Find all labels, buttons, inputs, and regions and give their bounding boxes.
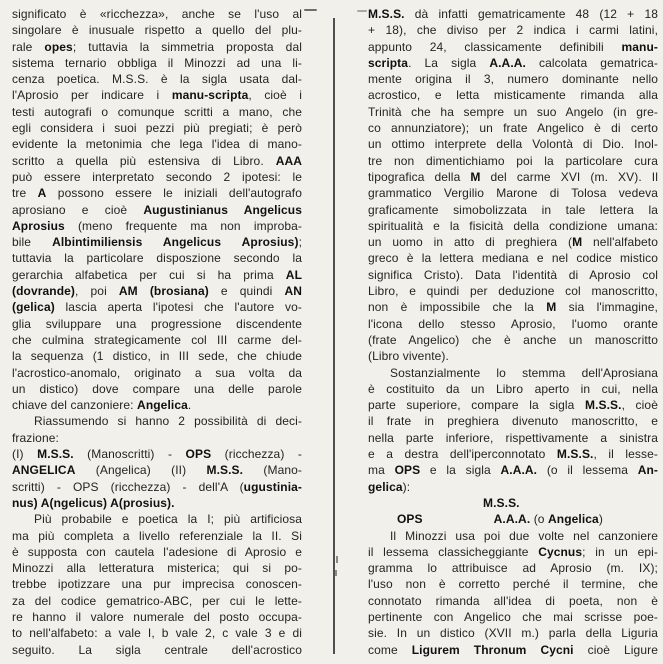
text-segment: greco è la lettera mediana e nel codice mistico <box>368 251 658 266</box>
bold-text-segment: gelica <box>368 479 403 494</box>
bold-text-segment: M <box>572 235 583 250</box>
text-line <box>12 430 302 446</box>
text-segment: egli considera i suoi pezzi più pregiati; è però <box>12 121 302 136</box>
bold-text-segment: Ligurem Thronum Cycni <box>411 642 574 657</box>
bold-text-segment: M <box>546 300 557 315</box>
text-segment: co annunziatore); un frate Angelico è di certo <box>368 121 658 136</box>
text-segment: . La sigla <box>408 55 490 70</box>
text-line <box>12 6 302 22</box>
text-line <box>12 250 302 266</box>
text-segment: possono essere le iniziali dell'autografo <box>46 186 302 201</box>
text-line <box>368 202 658 218</box>
text-line <box>368 544 658 560</box>
text-segment: e a destra dell'iperconnotato <box>368 447 557 462</box>
text-segment: pertinente con Angelico che mai scrisse poe- <box>368 609 658 624</box>
text-line <box>368 316 658 332</box>
text-line <box>12 202 302 218</box>
text-line <box>12 511 302 527</box>
text-line <box>368 560 658 576</box>
text-segment: è costituito da un Libro aperto in cui, nella <box>368 381 658 396</box>
scan-artifact-dash <box>304 9 317 11</box>
text-segment: lascia aperta l'ipotesi che l'autore vo- <box>54 300 302 315</box>
bold-text-segment: ANGELICA <box>12 463 76 478</box>
text-line <box>368 462 658 478</box>
bold-text-segment: AM (brosiana) <box>118 284 209 299</box>
bold-text-segment: M.S.S. <box>37 447 74 462</box>
text-line <box>12 218 302 234</box>
text-segment: parte superiore, compare la sigla <box>368 398 585 413</box>
text-segment: Il Minozzi usa poi due volte nel canzoniere <box>390 528 658 543</box>
text-line <box>12 136 302 152</box>
text-line <box>12 413 302 429</box>
text-segment: (Mano- <box>243 463 302 478</box>
text-segment: chiave del canzoniere: <box>12 398 138 413</box>
text-segment: (frate Angelico) che è anche un manoscritto <box>368 332 658 347</box>
text-segment: testi autografi o comunque scritti a mano, che <box>12 104 302 119</box>
text-line <box>12 185 302 201</box>
bold-text-segment: (dovrande) <box>12 284 76 299</box>
text-segment: . <box>187 398 192 413</box>
text-segment: scritto a quella più estensiva di Libro. <box>12 153 276 168</box>
bold-text-segment: M.S.S. <box>556 447 594 462</box>
text-line <box>368 39 658 55</box>
text-segment: il frate in preghiera divenuto manoscritto, e <box>368 414 658 429</box>
text-line <box>12 267 302 283</box>
text-line <box>368 511 658 527</box>
text-segment: , cioè i <box>248 88 302 103</box>
text-line <box>368 250 658 266</box>
text-line <box>368 625 658 641</box>
text-segment: calcolata gematrica- <box>525 55 658 70</box>
text-line <box>368 6 658 22</box>
text-segment: Libro, e quindi per deduzione col manoscritto, <box>368 284 658 299</box>
text-line <box>12 642 302 658</box>
text-line <box>12 495 302 511</box>
text-line <box>368 430 658 446</box>
text-segment: (Manoscritti) - <box>73 447 186 462</box>
text-line <box>368 593 658 609</box>
text-segment: to nell'alfabeto: a vale I, b vale 2, c vale 3 e di <box>12 626 302 641</box>
text-segment: connotato rimanda all'idea di poeta, non è <box>368 593 658 608</box>
text-segment: l'Aprosio per indicare i <box>12 88 172 103</box>
text-line <box>368 169 658 185</box>
text-segment: , cioè <box>621 398 658 413</box>
text-segment: mente origina il 3, numero dominante nello <box>368 72 658 87</box>
text-line <box>368 22 658 38</box>
text-line <box>12 560 302 576</box>
text-segment: sia l'immagine, <box>556 300 658 315</box>
text-line <box>368 348 658 364</box>
text-segment: Riassumendo si hanno 2 possibilità di deci- <box>34 414 302 429</box>
text-segment: Più probabile e poetica la I; più artificiosa <box>34 512 302 527</box>
text-line <box>12 234 302 250</box>
text-line <box>368 365 658 381</box>
text-segment: gerarchia alfabetica per cui si ha prima <box>12 267 286 282</box>
text-segment: graficamente simobolizzata in tale lettera la <box>368 202 658 217</box>
text-segment: un ottimo interprete della Volontà di Dio. Inol- <box>368 137 658 152</box>
text-line <box>12 39 302 55</box>
text-segment: (Angelica) (II) <box>75 463 207 478</box>
text-segment: è supposta con cautela l'adesione di Aprosio e <box>12 544 302 559</box>
text-segment: tuttavia la particolare disposzione secondo la <box>12 251 302 266</box>
text-segment: trebbe ipotizzare una pur imprecisa conoscen- <box>12 577 302 592</box>
text-segment: glia sviluppare una progressione discendente <box>12 316 302 331</box>
text-segment: non è impossibile che la <box>368 300 547 315</box>
text-segment: tipografica della <box>368 169 471 184</box>
text-segment: dà infatti gematricamente 48 (12 + 18 <box>404 7 658 21</box>
bold-text-segment: Albintimiliensis Angelicus Aprosius) <box>52 235 299 250</box>
text-line <box>12 153 302 169</box>
text-line <box>12 609 302 625</box>
text-segment: Sostanzialmente lo stemma dell'Aprosiana <box>390 365 658 380</box>
text-line <box>368 87 658 103</box>
text-segment: sie. In un distico (XVII m.) parla della Liguria <box>368 626 658 641</box>
text-line <box>12 397 302 413</box>
text-line <box>368 642 658 658</box>
text-line <box>368 495 658 511</box>
text-segment: che culmina strategicamente col III carme del- <box>12 332 302 347</box>
text-segment: Trinità che ha sempre un suo Angelo (in gre- <box>368 104 658 119</box>
bold-text-segment: AN <box>284 284 302 299</box>
text-segment: ma <box>368 463 395 478</box>
text-segment: za del codice gematrico-ABC, per cui le lette- <box>12 593 302 608</box>
text-segment: , il lesse- <box>593 447 658 462</box>
bold-text-segment: M.S.S. <box>584 398 622 413</box>
text-segment: può essere interpretato secondo 2 ipotesi: le <box>12 169 302 184</box>
text-segment: un uomo in atto di preghiera ( <box>368 235 573 250</box>
right-column <box>368 6 658 658</box>
text-line <box>12 625 302 641</box>
text-segment: del carme XVI (m. XV). Il <box>480 169 658 184</box>
bold-text-segment: OPS <box>394 463 421 478</box>
scan-artifact-tick <box>335 570 337 576</box>
text-line <box>12 169 302 185</box>
text-segment: l'uso non è corretto perché il termine, che <box>368 577 658 592</box>
text-segment: (ricchezza) - <box>211 447 302 462</box>
text-segment: evidente la metonimia che lega l'idea di mano- <box>12 137 302 152</box>
bold-text-segment: M.S.S. <box>206 463 244 478</box>
text-line <box>12 87 302 103</box>
text-line <box>12 576 302 592</box>
text-segment: grammatico Vergilio Marone di Tolosa vedeva <box>368 186 658 201</box>
text-segment: e la sigla <box>420 463 501 478</box>
text-line <box>368 153 658 169</box>
text-segment: re hanno il valore numerale del posto occupa- <box>12 609 302 624</box>
text-line <box>368 71 658 87</box>
text-segment: tre non dimentichiamo poi la particolare cura <box>368 153 658 168</box>
text-line <box>12 332 302 348</box>
text-line <box>368 120 658 136</box>
text-line <box>368 299 658 315</box>
text-line <box>368 218 658 234</box>
text-segment: rale <box>12 39 45 54</box>
text-segment: ; <box>298 235 302 250</box>
scan-artifact-tick <box>336 556 338 563</box>
bold-text-segment: nus) A(ngelicus) A(prosius). <box>12 495 175 510</box>
text-segment: ): <box>402 479 411 494</box>
text-segment: come <box>368 642 412 657</box>
text-segment: (meno frequente ma non improba- <box>64 218 302 233</box>
text-segment: + 18), che diviso per 2 indica i carmi latini, <box>368 23 658 38</box>
text-line <box>12 462 302 478</box>
bold-text-segment: M.S.S. <box>368 7 405 21</box>
text-segment: il lessema classicheggiante <box>368 544 539 559</box>
bold-text-segment: M.S.S. <box>483 495 520 510</box>
text-line <box>368 136 658 152</box>
bold-text-segment: A.A.A. <box>500 463 538 478</box>
bold-text-segment: manu- <box>621 39 658 54</box>
text-line <box>368 104 658 120</box>
text-line <box>12 348 302 364</box>
text-line <box>12 316 302 332</box>
text-segment: scritti) - OPS (ricchezza) - dell'A ( <box>12 479 244 494</box>
text-segment: appunto 24, classicamente definibili <box>368 39 622 54</box>
text-segment: gramma lo attribuisce ad Aprosio (m. IX); <box>368 561 658 576</box>
bold-text-segment: A.A.A. <box>493 512 531 527</box>
text-line <box>368 267 658 283</box>
bold-text-segment: ugustinia- <box>243 479 302 494</box>
text-line <box>12 71 302 87</box>
text-segment: bile <box>12 235 53 250</box>
text-segment: nella parte inferiore, rispettivamente a sinistra <box>368 430 658 445</box>
text-segment: l'icona dello stesso Aprosio, l'uomo orante <box>368 316 658 331</box>
text-segment: spiritualità e la fisicità della condizione umana: <box>368 218 658 233</box>
text-segment: singolare è inusuale rispetto a quello del plu- <box>12 23 302 38</box>
text-segment: ; tuttavia la simmetria proposta dal <box>72 39 302 54</box>
text-line <box>368 55 658 71</box>
bold-text-segment: Aprosius <box>12 218 65 233</box>
text-line <box>368 609 658 625</box>
text-line <box>368 576 658 592</box>
text-line <box>12 283 302 299</box>
bold-text-segment: Angelica <box>137 398 188 413</box>
scan-artifact-dash <box>357 10 367 12</box>
text-segment: significato è «ricchezza», anche se l'uso al <box>12 7 302 21</box>
text-line <box>368 413 658 429</box>
text-line <box>368 446 658 462</box>
left-column <box>12 6 302 658</box>
text-segment: tre <box>12 186 38 201</box>
text-line <box>12 593 302 609</box>
text-line <box>12 365 302 381</box>
text-segment: ; in un epi- <box>582 544 658 559</box>
text-line <box>368 381 658 397</box>
text-line <box>368 479 658 495</box>
bold-text-segment: AAA <box>275 153 302 168</box>
text-segment: un distico) dove compare una delle parole <box>12 381 302 396</box>
text-line <box>12 55 302 71</box>
bold-text-segment: scripta <box>368 55 409 70</box>
text-segment: sistema ternario obbliga il Minozzi ad una li- <box>12 55 302 70</box>
text-segment: cioè Ligure <box>573 642 658 657</box>
text-segment: seguito. La sigla centrale dell'acrostico <box>12 642 302 657</box>
text-line <box>368 234 658 250</box>
text-segment: (I) <box>12 447 38 462</box>
text-segment: , poi <box>75 284 119 299</box>
bold-text-segment: (gelica) <box>12 300 55 315</box>
text-line <box>368 185 658 201</box>
text-segment: (Libro vivente). <box>368 349 449 364</box>
text-line <box>12 544 302 560</box>
text-line <box>12 299 302 315</box>
text-line <box>368 397 658 413</box>
text-segment: l'acrostico-anomalo, originato a sua volta da <box>12 365 302 380</box>
bold-text-segment: Augustinianus Angelicus <box>143 202 302 217</box>
bold-text-segment: AL <box>285 267 302 282</box>
text-segment: Minozzi alla letteratura misterica; qui si po- <box>12 561 302 576</box>
text-segment: significa Cristo). Data l'identità di Aprosio col <box>368 267 658 282</box>
bold-text-segment: manu-scripta <box>171 88 249 103</box>
bold-text-segment: An- <box>637 463 658 478</box>
text-line <box>368 332 658 348</box>
text-line <box>12 104 302 120</box>
text-line <box>12 22 302 38</box>
bold-text-segment: M <box>470 169 481 184</box>
bold-text-segment: opes <box>44 39 73 54</box>
text-line <box>12 381 302 397</box>
bold-text-segment: OPS <box>185 447 212 462</box>
bold-text-segment: Cycnus <box>538 544 583 559</box>
text-segment: ) <box>598 512 603 527</box>
text-segment: frazione: <box>12 430 59 445</box>
bold-text-segment: A <box>37 186 47 201</box>
column-divider-rule <box>333 18 335 654</box>
text-line <box>12 120 302 136</box>
text-line <box>12 528 302 544</box>
text-segment: e quindi <box>208 284 285 299</box>
text-line <box>12 446 302 462</box>
text-segment: (o il lessema <box>537 463 638 478</box>
bold-text-segment: Angelica <box>548 512 599 527</box>
bold-text-segment: A.A.A. <box>489 55 526 70</box>
text-segment: (o <box>530 512 549 527</box>
text-line <box>12 479 302 495</box>
text-line <box>368 283 658 299</box>
bold-text-segment: OPS <box>397 512 423 527</box>
text-segment: nell'alfabeto <box>582 235 658 250</box>
text-segment: la sequenza (1 distico, in III sede, che chiude <box>12 349 302 364</box>
text-line <box>368 528 658 544</box>
text-segment: ma più completa a livello referenziale la II. Si <box>12 528 302 543</box>
text-segment: aprosiano e cioè <box>12 202 144 217</box>
text-segment: acrostico, e letta misticamente rimanda alla <box>368 88 658 103</box>
text-segment: cenza poetica. M.S.S. è la sigla usata dal- <box>12 72 302 87</box>
